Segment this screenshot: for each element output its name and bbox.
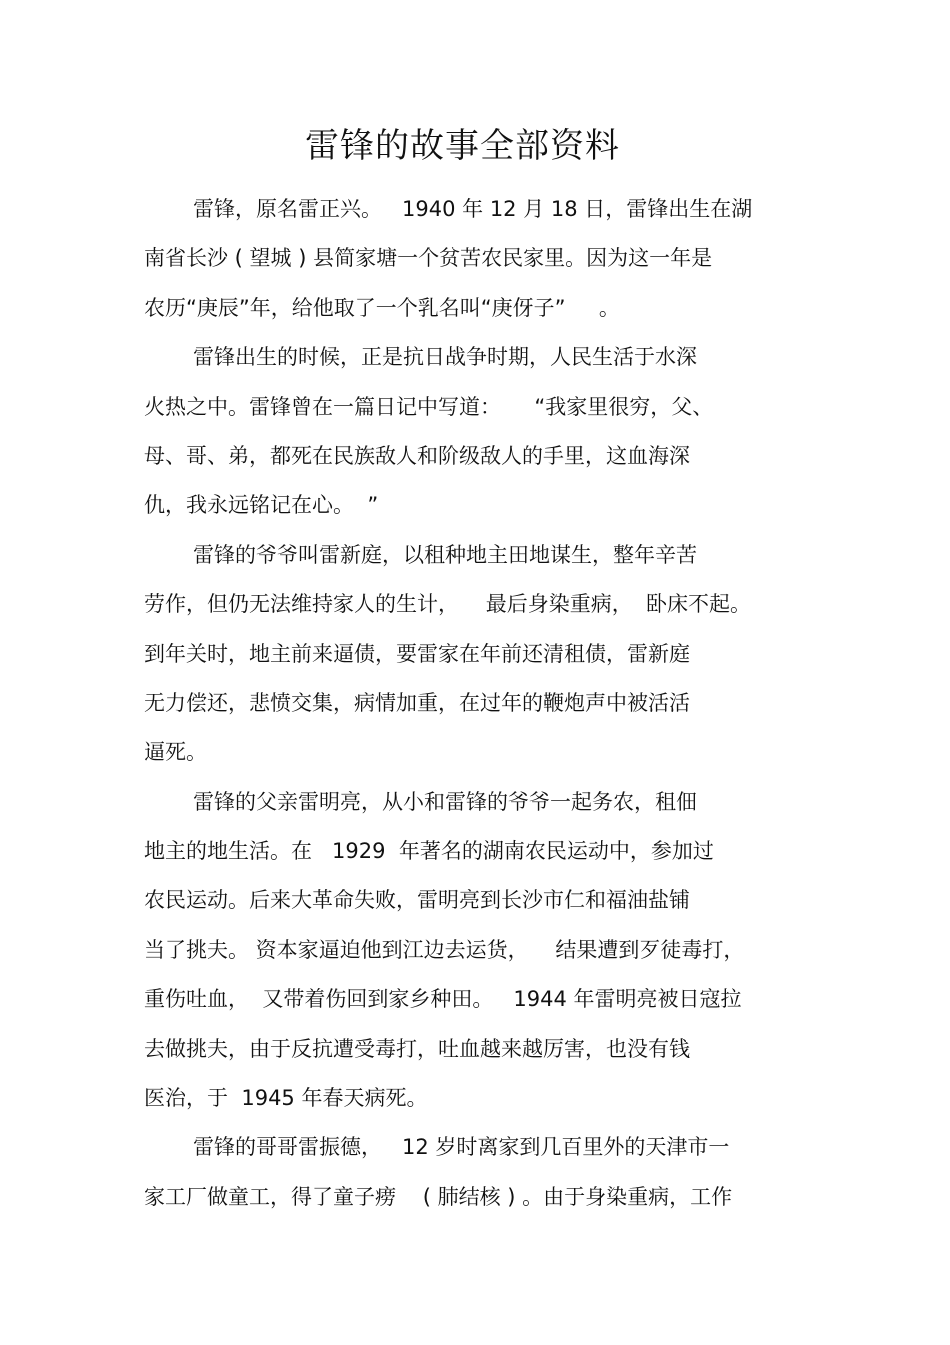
text-line: 仇，我永远铭记在心。 ” bbox=[144, 493, 379, 518]
text-line: 雷锋，原名雷正兴。 1940 年 12 月 18 日，雷锋出生在湖 bbox=[193, 197, 753, 221]
text-line: 南省长沙 ( 望城 ) 县简家塘一个贫苦农民家里。因为这一年是 bbox=[144, 246, 713, 271]
text-line: 火热之中。雷锋曾在一篇日记中写道： “我家里很穷，父、 bbox=[144, 394, 714, 419]
text-line: 农民运动。后来大革命失败，雷明亮到长沙市仁和福油盐铺 bbox=[144, 888, 690, 913]
text-line: 家工厂做童工，得了童子痨 ( 肺结核 ) 。由于身染重病，工作 bbox=[144, 1184, 733, 1209]
text-line: 逼死。 bbox=[144, 740, 207, 765]
text-line: 当了挑夫。 资本家逼迫他到江边去运货， 结果遭到歹徒毒打， bbox=[144, 937, 745, 962]
text-line: 到年关时，地主前来逼债，要雷家在年前还清租债，雷新庭 bbox=[144, 641, 690, 666]
text-line: 劳作，但仍无法维持家人的生计， 最后身染重病， 卧床不起。 bbox=[144, 592, 752, 617]
text-line: 无力偿还，悲愤交集，病情加重，在过年的鞭炮声中被活活 bbox=[144, 690, 690, 715]
text-line: 雷锋出生的时候，正是抗日战争时期，人民生活于水深 bbox=[193, 345, 697, 370]
page-title: 雷锋的故事全部资料 bbox=[305, 126, 620, 166]
text-line: 雷锋的哥哥雷振德， 12 岁时离家到几百里外的天津市一 bbox=[193, 1135, 730, 1160]
text-line: 去做挑夫，由于反抗遭受毒打，吐血越来越厉害，也没有钱 bbox=[144, 1036, 690, 1061]
text-line: 地主的地生活。在 1929 年著名的湖南农民运动中，参加过 bbox=[144, 839, 714, 864]
text-line: 母、哥、弟，都死在民族敌人和阶级敌人的手里，这血海深 bbox=[144, 443, 690, 468]
text-line: 雷锋的父亲雷明亮，从小和雷锋的爷爷一起务农，租佃 bbox=[193, 789, 697, 814]
text-line: 雷锋的爷爷叫雷新庭，以租种地主田地谋生，整年辛苦 bbox=[193, 542, 697, 567]
text-line: 医治，于 1945 年春天病死。 bbox=[144, 1086, 428, 1111]
text-line: 农历“庚辰”年，给他取了一个乳名叫“庚伢子” 。 bbox=[144, 295, 620, 320]
text-line: 重伤吐血， 又带着伤回到家乡种田。 1944 年雷明亮被日寇拉 bbox=[144, 987, 742, 1012]
article-body bbox=[144, 185, 804, 1222]
